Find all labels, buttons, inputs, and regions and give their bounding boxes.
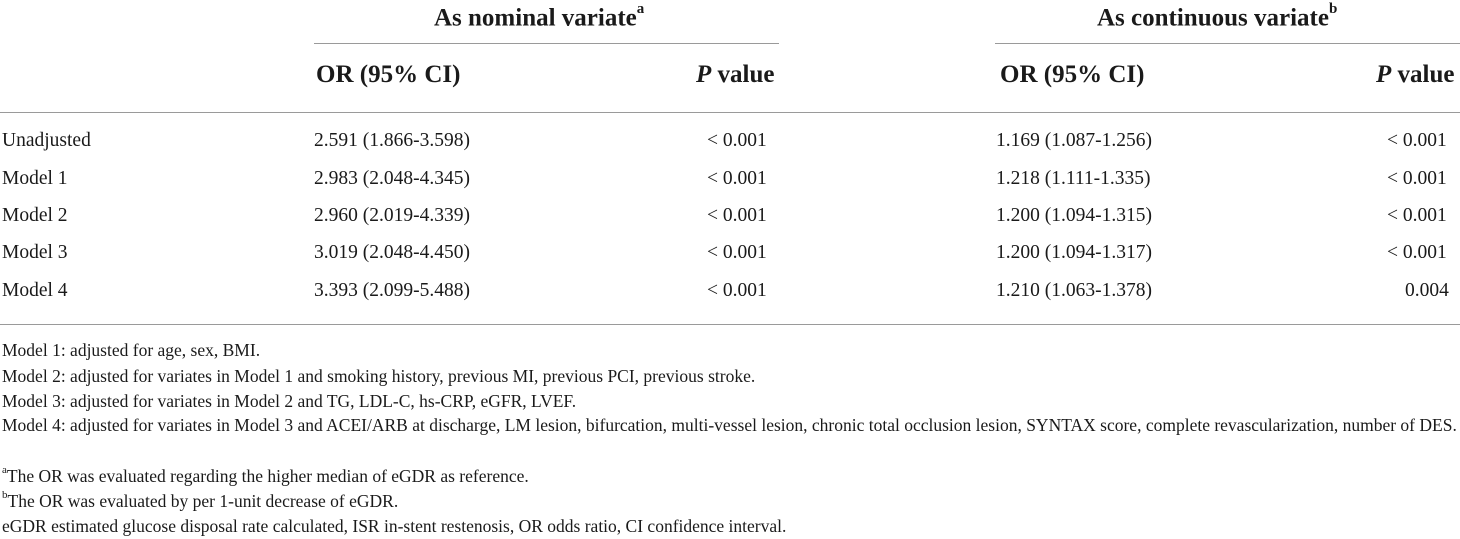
table-bottom-rule [0, 324, 1460, 325]
col-header-nominal-or: OR (95% CI) [316, 61, 461, 88]
header-rule [0, 112, 1460, 113]
group-header-continuous-label: As continuous variate [1097, 4, 1329, 32]
group-header-nominal-sup: a [636, 1, 645, 17]
group-header-continuous-sup: b [1328, 1, 1338, 17]
continuous-p-cell: 0.004 [1405, 280, 1449, 301]
col-header-nominal-p-italic: P [696, 61, 712, 88]
nominal-or-cell: 3.393 (2.099-5.488) [314, 280, 470, 301]
continuous-or-cell: 1.200 (1.094-1.315) [996, 205, 1152, 226]
continuous-or-cell: 1.200 (1.094-1.317) [996, 242, 1152, 263]
col-header-continuous-p-italic: P [1376, 61, 1392, 88]
nominal-p-cell: < 0.001 [707, 280, 767, 301]
col-header-continuous-p-rest: value [1391, 61, 1455, 88]
col-header-continuous-p [1376, 61, 1454, 89]
col-header-nominal-p [696, 61, 774, 89]
continuous-p-cell: < 0.001 [1387, 242, 1447, 263]
nominal-p-cell: < 0.001 [707, 205, 767, 226]
nominal-p-cell: < 0.001 [707, 168, 767, 189]
group-rule-continuous [995, 43, 1460, 44]
footnote-a [2, 466, 529, 487]
continuous-p-cell: < 0.001 [1387, 130, 1447, 151]
continuous-or-cell: 1.169 (1.087-1.256) [996, 130, 1152, 151]
footnote-a-text: The OR was evaluated regarding the higher median of eGDR as reference. [6, 466, 529, 486]
continuous-or-cell: 1.218 (1.111-1.335) [996, 168, 1151, 189]
footnote-b-text: The OR was evaluated by per 1-unit decrease of eGDR. [7, 491, 399, 511]
footnote-model-1: Model 1: adjusted for age, sex, BMI. [2, 340, 261, 360]
continuous-p-cell: < 0.001 [1387, 205, 1447, 226]
footnote-b [2, 491, 398, 512]
nominal-or-cell: 2.960 (2.019-4.339) [314, 205, 470, 226]
footnote-abbreviations: eGDR estimated glucose disposal rate calculated, ISR in-stent restenosis, OR odds ratio, CI confidence interval. [2, 516, 787, 536]
col-header-continuous-or: OR (95% CI) [1000, 61, 1145, 88]
row-label: Model 4 [2, 280, 68, 301]
continuous-p-cell: < 0.001 [1387, 168, 1447, 189]
nominal-or-cell: 3.019 (2.048-4.450) [314, 242, 470, 263]
nominal-or-cell: 2.983 (2.048-4.345) [314, 168, 470, 189]
row-label: Unadjusted [2, 130, 91, 151]
row-label: Model 1 [2, 168, 68, 189]
group-header-nominal [434, 1, 645, 32]
nominal-or-cell: 2.591 (1.866-3.598) [314, 130, 470, 151]
footnote-b-sup: b [2, 489, 8, 502]
footnote-a-sup: a [2, 464, 7, 477]
nominal-p-cell: < 0.001 [707, 242, 767, 263]
row-label: Model 2 [2, 205, 68, 226]
footnote-model-4: Model 4: adjusted for variates in Model 3 and ACEI/ARB at discharge, LM lesion, bifurcation, multi-vessel lesion, chronic total occlusion lesion, SYNTAX score, complete revascularization, number of DES. [2, 415, 1457, 435]
footnote-model-3: Model 3: adjusted for variates in Model 2 and TG, LDL-C, hs-CRP, eGFR, LVEF. [2, 391, 577, 411]
nominal-p-cell: < 0.001 [707, 130, 767, 151]
continuous-or-cell: 1.210 (1.063-1.378) [996, 280, 1152, 301]
group-header-continuous [1097, 1, 1338, 32]
group-rule-nominal [314, 43, 779, 44]
row-label: Model 3 [2, 242, 68, 263]
col-header-nominal-p-rest: value [711, 61, 775, 88]
footnote-model-2: Model 2: adjusted for variates in Model 1 and smoking history, previous MI, previous PCI, previous stroke. [2, 366, 756, 386]
group-header-nominal-label: As nominal variate [434, 4, 637, 32]
